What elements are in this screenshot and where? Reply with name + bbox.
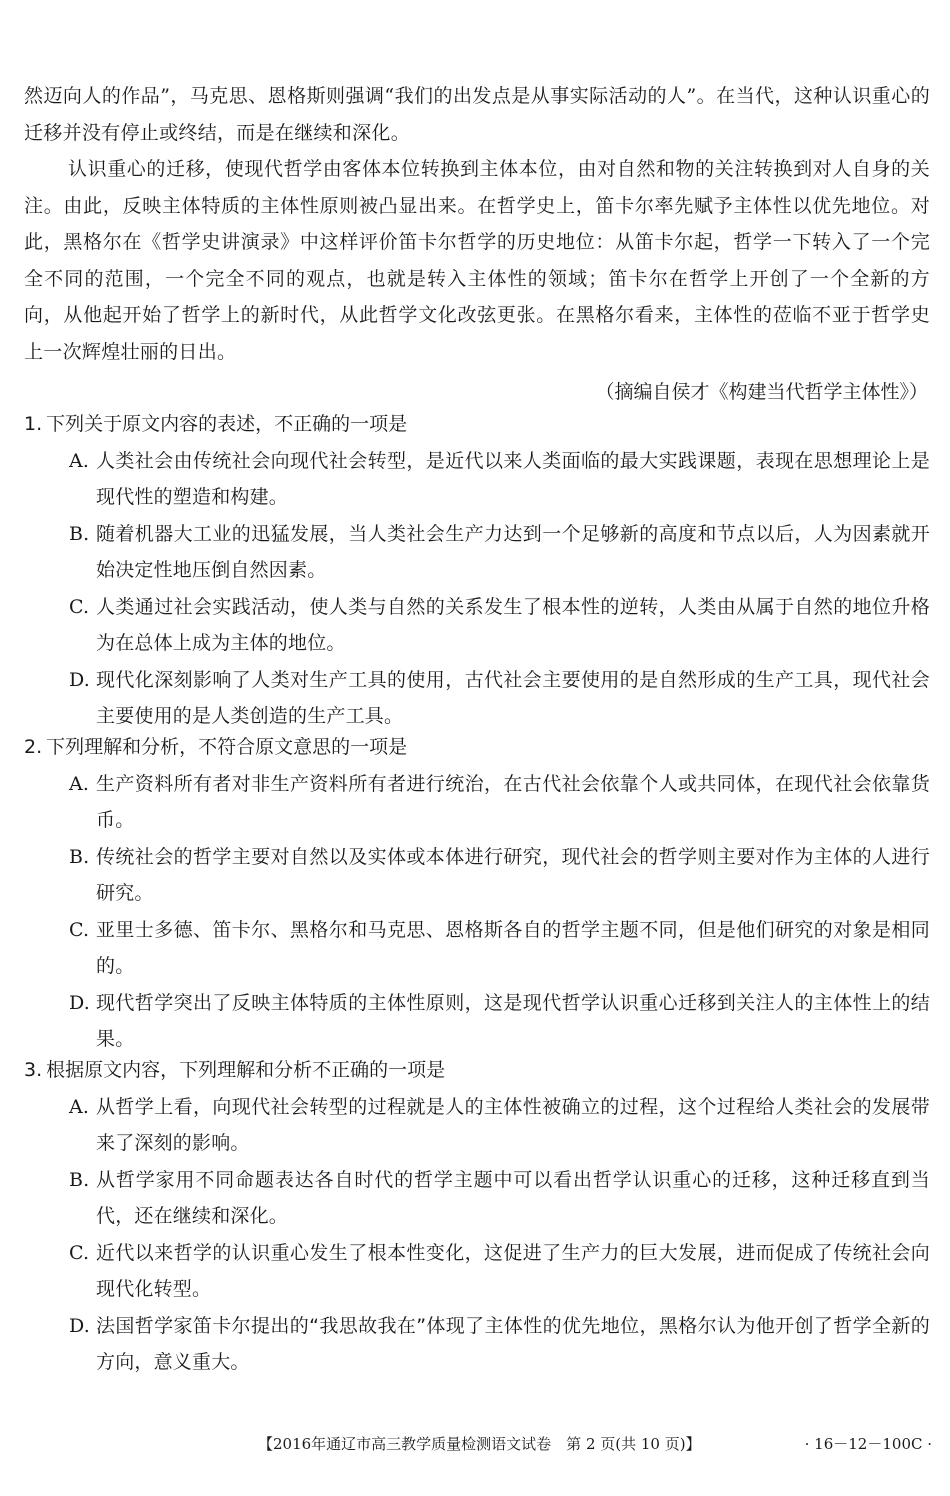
option-c <box>24 589 930 662</box>
question-2 <box>24 729 930 1058</box>
option-a <box>24 1089 930 1162</box>
option-d <box>24 985 930 1058</box>
option-text: 亚里士多德、笛卡尔、黑格尔和马克思、恩格斯各自的哲学主题不同，但是他们研究的对象是相同的。 <box>96 918 930 977</box>
option-text: 人类社会由传统社会向现代社会转型，是近代以来人类面临的最大实践课题，表现在思想理论上是现代性的塑造和构建。 <box>96 449 930 508</box>
option-letter: A. <box>69 449 90 472</box>
option-text: 从哲学家用不同命题表达各自时代的哲学主题中可以看出哲学认识重心的迁移，这种迁移直到当代，还在继续和深化。 <box>96 1168 930 1227</box>
option-text: 生产资料所有者对非生产资料所有者进行统治，在古代社会依靠个人或共同体，在现代社会依靠货币。 <box>96 772 930 831</box>
option-letter: A. <box>69 1095 90 1118</box>
option-letter: A. <box>69 772 90 795</box>
question-number: 1. <box>24 413 43 435</box>
option-text: 随着机器大工业的迅猛发展，当人类社会生产力达到一个足够新的高度和节点以后，人为因素就开始决定性地压倒自然因素。 <box>96 522 930 581</box>
option-text: 现代化深刻影响了人类对生产工具的使用，古代社会主要使用的是自然形成的生产工具，现代社会主要使用的是人类创造的生产工具。 <box>96 668 930 727</box>
question-1 <box>24 406 930 735</box>
question-3 <box>24 1052 930 1381</box>
option-d <box>24 1308 930 1381</box>
option-text: 现代哲学突出了反映主体特质的主体性原则，这是现代哲学认识重心迁移到关注人的主体性上的结果。 <box>96 991 930 1050</box>
option-letter: B. <box>69 522 90 545</box>
option-c <box>24 1235 930 1308</box>
option-text: 近代以来哲学的认识重心发生了根本性变化，这促进了生产力的巨大发展，进而促成了传统社会向现代化转型。 <box>96 1241 930 1300</box>
option-letter: C. <box>69 918 90 941</box>
question-stem <box>24 729 930 766</box>
option-letter: D. <box>69 1314 90 1337</box>
page-footer <box>0 1430 950 1458</box>
option-text: 从哲学上看，向现代社会转型的过程就是人的主体性被确立的过程，这个过程给人类社会的发展带来了深刻的影响。 <box>96 1095 930 1154</box>
question-text: 下列关于原文内容的表述，不正确的一项是 <box>46 413 408 435</box>
option-text: 传统社会的哲学主要对自然以及实体或本体进行研究，现代社会的哲学则主要对作为主体的人进行研究。 <box>96 845 930 904</box>
option-d <box>24 662 930 735</box>
option-letter: B. <box>69 1168 90 1191</box>
option-c <box>24 912 930 985</box>
option-b <box>24 839 930 912</box>
footer-code: · 16－12－100C · <box>804 1435 932 1453</box>
question-stem <box>24 406 930 443</box>
question-text: 下列理解和分析，不符合原文意思的一项是 <box>46 736 408 758</box>
option-text: 人类通过社会实践活动，使人类与自然的关系发生了根本性的逆转，人类由从属于自然的地位升格为在总体上成为主体的地位。 <box>96 595 930 654</box>
question-stem <box>24 1052 930 1089</box>
option-text: 法国哲学家笛卡尔提出的“我思故我在”体现了主体性的优先地位，黑格尔认为他开创了哲学全新的方向，意义重大。 <box>96 1314 930 1373</box>
option-a <box>24 766 930 839</box>
option-letter: C. <box>69 1241 90 1264</box>
option-a <box>24 443 930 516</box>
option-b <box>24 516 930 589</box>
passage-paragraph-2: 认识重心的迁移，使现代哲学由客体本位转换到主体本位，由对自然和物的关注转换到对人自身的关注。由此，反映主体特质的主体性原则被凸显出来。在哲学史上，笛卡尔率先赋予主体性以优先地位。对此，黑格尔在《哲学史讲演录》中这样评价笛卡尔哲学的历史地位：从笛卡尔起，哲学一下转入了一个完全不同的范围，一个完全不同的观点，也就是转入主体性的领域；笛卡尔在哲学上开创了一个全新的方向，从他起开始了哲学上的新时代，从此哲学文化改弦更张。在黑格尔看来，主体性的莅临不亚于哲学史上一次辉煌壮丽的日出。 <box>24 158 930 363</box>
question-text: 根据原文内容，下列理解和分析不正确的一项是 <box>46 1059 446 1081</box>
option-b <box>24 1162 930 1235</box>
option-letter: C. <box>69 595 90 618</box>
footer-exam-title: 【2016年通辽市高三教学质量检测语文试卷 第 2 页(共 10 页)】 <box>258 1435 701 1453</box>
option-letter: D. <box>69 668 90 691</box>
question-number: 3. <box>24 1059 43 1081</box>
question-number: 2. <box>24 736 43 758</box>
passage-paragraph-continued: 然迈向人的作品”，马克思、恩格斯则强调“我们的出发点是从事实际活动的人”。在当代，这种认识重心的迁移并没有停止或终结，而是在继续和深化。 <box>24 85 930 144</box>
option-letter: B. <box>69 845 90 868</box>
option-letter: D. <box>69 991 90 1014</box>
passage-source: （摘编自侯才《构建当代哲学主体性》） <box>595 381 928 403</box>
